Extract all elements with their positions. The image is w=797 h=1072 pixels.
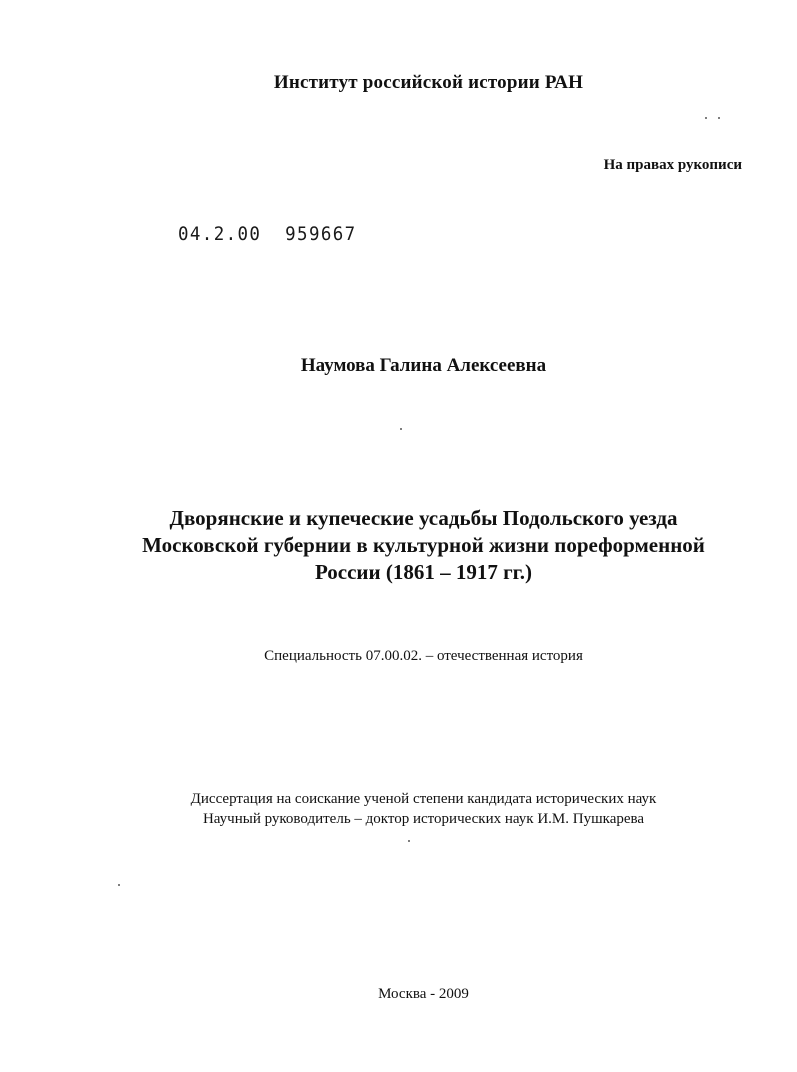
scan-speck (705, 117, 707, 119)
title-line: Московской губернии в культурной жизни пореформенной (142, 533, 705, 557)
registration-stamp-number: 04.2.00 959667 (178, 223, 369, 245)
degree-line: Диссертация на соискание ученой степени кандидата исторических наук (190, 791, 657, 807)
rights-note: На правах рукописи (603, 157, 742, 173)
supervisor-line: Научный руководитель – доктор исторических наук И.М. Пушкарева (202, 811, 645, 827)
title-line: Дворянские и купеческие усадьбы Подольского уезда (169, 506, 678, 530)
institute-name: Институт российской истории РАН (273, 72, 584, 93)
dissertation-title (0, 505, 797, 586)
scan-speck (408, 840, 410, 842)
specialty-line: Специальность 07.00.02. – отечественная история (264, 648, 583, 664)
city-year: Москва - 2009 (378, 986, 469, 1002)
scan-speck (718, 117, 720, 119)
dissertation-info (0, 789, 797, 829)
scan-speck (118, 884, 120, 886)
scan-speck (400, 428, 402, 430)
title-line: России (1861 – 1917 гг.) (314, 560, 533, 584)
author-name: Наумова Галина Алексеевна (300, 355, 547, 376)
